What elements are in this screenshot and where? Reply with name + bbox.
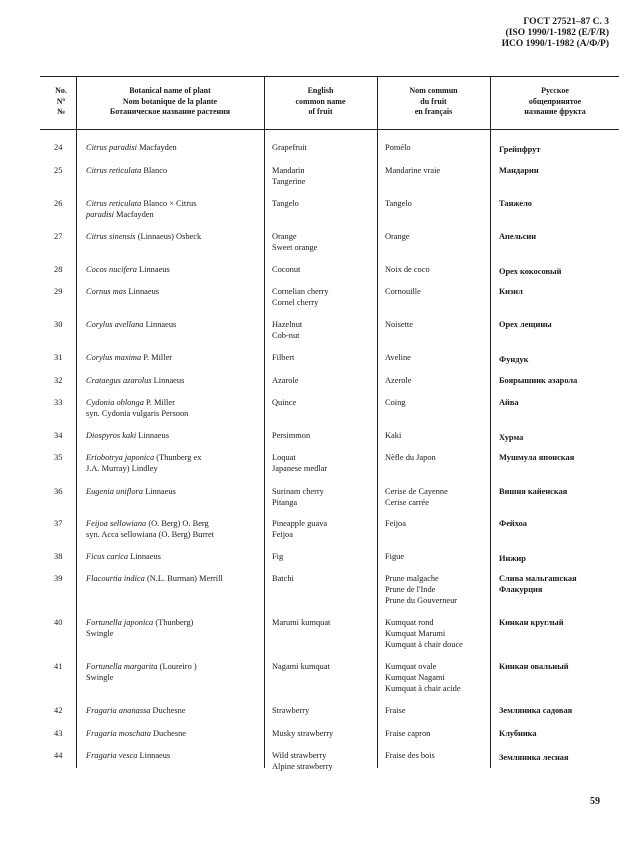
species-name: Citrus reticulata	[86, 199, 142, 208]
french-name-line: Figue	[385, 552, 405, 561]
column-header-russian: Русское общепринятое название фрукта	[524, 86, 586, 116]
english-name-line: Coconut	[272, 265, 301, 274]
species-author: Linnaeus	[143, 487, 176, 496]
russian-name	[499, 752, 617, 763]
botanical-name	[86, 198, 264, 220]
botanical-line	[86, 231, 264, 242]
english-name-line: Loquat	[272, 453, 296, 462]
row-number: 33	[54, 398, 63, 407]
french-name-line: Noix de coco	[385, 265, 430, 274]
row-number: 32	[54, 376, 63, 385]
russian-name-line: Орех кокосовый	[499, 267, 562, 276]
column-header-no: No. Nº №	[55, 86, 67, 116]
english-name-line: Cornelian cherry	[272, 287, 329, 296]
russian-name-line: Мандарин	[499, 166, 539, 175]
species-author: (Thunberg ex	[154, 453, 202, 462]
botanical-name	[86, 573, 264, 584]
botanical-line	[86, 672, 264, 683]
species-name: Eugenia uniflora	[86, 487, 143, 496]
english-name	[272, 264, 378, 275]
botanical-name	[86, 705, 264, 716]
botanical-line	[86, 463, 264, 474]
species-author: syn. Acca sellowiana (O. Berg) Burret	[86, 530, 214, 539]
species-name: Fragaria vesca	[86, 751, 138, 760]
row-number: 37	[54, 519, 63, 528]
russian-name-line: Боярышник азарола	[499, 376, 578, 385]
botanical-line	[86, 573, 264, 584]
french-name	[385, 397, 495, 408]
species-name: Ficus carica	[86, 552, 129, 561]
species-author: Blanco	[141, 166, 168, 175]
table-header-rule	[40, 129, 619, 130]
row-number: 27	[54, 232, 63, 241]
english-name-line: Mandarin	[272, 166, 305, 175]
species-author: P. Miller	[143, 398, 175, 407]
species-author: (Linnaeus) Osbeck	[135, 232, 202, 241]
column-header-english: English common name of fruit	[295, 86, 346, 116]
russian-name-line: Слива мальгашская	[499, 574, 577, 583]
species-author: Linnaeus	[143, 320, 177, 329]
row-number: 28	[54, 265, 63, 274]
botanical-line	[86, 264, 264, 275]
botanical-line	[86, 319, 264, 330]
species-author: Linnaeus	[136, 265, 170, 274]
row-number: 44	[54, 751, 63, 760]
botanical-line	[86, 486, 264, 497]
botanical-line	[86, 198, 264, 209]
french-name	[385, 705, 495, 716]
french-name-line: Kumquat à chair acide	[385, 684, 461, 693]
french-name	[385, 518, 495, 529]
botanical-line	[86, 518, 264, 529]
russian-name	[499, 397, 617, 408]
english-name-line: Feijoa	[272, 530, 293, 539]
botanical-name	[86, 264, 264, 275]
english-name	[272, 319, 378, 341]
row-number: 43	[54, 729, 63, 738]
english-name-line: Marumi kumquat	[272, 618, 331, 627]
english-name	[272, 231, 378, 253]
english-name-line: Pitanga	[272, 498, 298, 507]
english-name-line: Musky strawberry	[272, 729, 334, 738]
species-name: Eriobotrya japonica	[86, 453, 155, 462]
french-name	[385, 452, 495, 463]
french-name-line: Cerise de Cayenne	[385, 487, 448, 496]
french-name-line: Prune de l'Inde	[385, 585, 436, 594]
botanical-line	[86, 661, 264, 672]
botanical-name	[86, 430, 264, 441]
french-name-line: Pomélo	[385, 143, 411, 152]
french-name	[385, 352, 495, 363]
header-line: ГОСТ 27521–87 С. 3	[523, 17, 609, 27]
species-author: Macfayden	[113, 210, 154, 219]
english-name-line: Filbert	[272, 353, 295, 362]
english-name	[272, 452, 378, 474]
species-author: Duchesne	[150, 706, 186, 715]
french-name	[385, 551, 495, 562]
species-name: Fragaria ananassa	[86, 706, 151, 715]
french-name-line: Cornouille	[385, 287, 421, 296]
species-author: Linnaeus	[137, 751, 171, 760]
botanical-line	[86, 750, 264, 761]
row-number: 40	[54, 618, 63, 627]
russian-name-line: Кинкан овальный	[499, 662, 569, 671]
english-name-line: Wild strawberry	[272, 751, 327, 760]
russian-name	[499, 354, 617, 365]
french-name-line: Kumquat ovale	[385, 662, 437, 671]
french-name-line: Kumquat Nagami	[385, 673, 445, 682]
english-name-line: Alpine strawberry	[272, 762, 333, 771]
english-name-line: Persimmon	[272, 431, 311, 440]
species-name: paradisi	[86, 210, 114, 219]
header-line: ИСО 1990/1-1982 (А/Ф/Р)	[501, 39, 609, 49]
english-name	[272, 165, 378, 187]
french-name-line: Kumquat à chair douce	[385, 640, 463, 649]
column-header-botanical: Botanical name of plant Nom botanique de la plante Ботаническое название растения	[109, 86, 231, 116]
french-name-line: Orange	[385, 232, 410, 241]
english-name	[272, 375, 378, 386]
botanical-line	[86, 142, 264, 153]
botanical-line	[86, 397, 264, 408]
french-name	[385, 375, 495, 386]
russian-name	[499, 486, 617, 497]
species-author: P. Miller	[141, 353, 173, 362]
species-name: Feijoa sellowiana	[86, 519, 147, 528]
english-name-line: Grapefruit	[272, 143, 307, 152]
french-name-line: Fraise	[385, 706, 406, 715]
french-name-line: Mandarine vraie	[385, 166, 441, 175]
header-line: (ISO 1990/1-1982 (E/F/R)	[505, 28, 609, 38]
botanical-line	[86, 551, 264, 562]
english-name-line: Sweet orange	[272, 243, 318, 252]
botanical-name	[86, 231, 264, 242]
russian-name-line: Фейхоа	[499, 519, 527, 528]
english-name	[272, 617, 378, 628]
english-name	[272, 661, 378, 672]
row-number: 42	[54, 706, 63, 715]
french-name	[385, 264, 495, 275]
french-name-line: Prune du Gouverneur	[385, 596, 458, 605]
russian-name-line: Клубника	[499, 729, 537, 738]
species-name: Fortunella margarita	[86, 662, 158, 671]
russian-name	[499, 266, 617, 277]
botanical-name	[86, 518, 264, 540]
row-number: 41	[54, 662, 63, 671]
row-number: 36	[54, 487, 63, 496]
english-name-line: Tangerine	[272, 177, 306, 186]
row-number: 24	[54, 143, 63, 152]
french-name-line: Prune malgache	[385, 574, 439, 583]
species-name: Fragaria moschata	[86, 729, 151, 738]
russian-name	[499, 728, 617, 739]
botanical-line	[86, 728, 264, 739]
english-name-line: Strawberry	[272, 706, 310, 715]
botanical-name	[86, 165, 264, 176]
botanical-name	[86, 750, 264, 761]
row-number: 25	[54, 166, 63, 175]
english-name-line: Nagami kumquat	[272, 662, 330, 671]
russian-name	[499, 617, 617, 628]
english-name	[272, 750, 378, 772]
french-name-line: Feijoa	[385, 519, 406, 528]
english-name	[272, 573, 378, 584]
row-number: 29	[54, 287, 63, 296]
species-name: Cornus mas	[86, 287, 127, 296]
botanical-name	[86, 319, 264, 330]
species-name: Citrus reticulata	[86, 166, 142, 175]
botanical-name	[86, 551, 264, 562]
species-author: Swingle	[86, 629, 114, 638]
english-name	[272, 397, 378, 408]
english-name-line: Cornel cherry	[272, 298, 319, 307]
species-author: Linnaeus	[128, 552, 161, 561]
botanical-name	[86, 142, 264, 153]
english-name-line: Orange	[272, 232, 297, 241]
species-author: Blanco × Citrus	[141, 199, 197, 208]
russian-name-line: Фундук	[499, 355, 529, 364]
row-number: 30	[54, 320, 63, 329]
french-name	[385, 486, 495, 508]
species-name: Citrus paradisi	[86, 143, 137, 152]
botanical-line	[86, 352, 264, 363]
species-author: Linnaeus	[126, 287, 160, 296]
species-name: Cocos nucifera	[86, 265, 137, 274]
botanical-line	[86, 165, 264, 176]
french-name-line: Noisette	[385, 320, 413, 329]
french-name-line: Kumquat rond	[385, 618, 434, 627]
english-name	[272, 551, 378, 562]
english-name	[272, 142, 378, 153]
russian-name	[499, 231, 617, 242]
french-name-line: Cerise carrée	[385, 498, 429, 507]
page-number: 59	[590, 796, 600, 807]
french-name	[385, 750, 495, 761]
species-author: Duchesne	[150, 729, 187, 738]
species-name: Citrus sinensis	[86, 232, 136, 241]
botanical-line	[86, 430, 264, 441]
russian-name-line: Земляника лесная	[499, 753, 569, 762]
russian-name	[499, 198, 617, 209]
russian-name-line: Мушмула японская	[499, 453, 575, 462]
russian-name-line: Земляника садовая	[499, 706, 573, 715]
english-name	[272, 518, 378, 540]
russian-name-line: Танжело	[499, 199, 532, 208]
russian-name	[499, 286, 617, 297]
document-header	[502, 17, 609, 50]
row-number: 26	[54, 199, 63, 208]
botanical-name	[86, 617, 264, 639]
species-author: (Thunberg)	[153, 618, 194, 627]
row-number: 38	[54, 552, 63, 561]
russian-name-line: Айва	[499, 398, 519, 407]
french-name	[385, 573, 495, 606]
botanical-line	[86, 529, 264, 540]
botanical-name	[86, 397, 264, 419]
french-name	[385, 142, 495, 153]
french-name-line: Azerole	[385, 376, 412, 385]
french-name-line: Kumquat Marumi	[385, 629, 446, 638]
french-name-line: Kaki	[385, 431, 402, 440]
species-name: Corylus avellana	[86, 320, 144, 329]
species-author: Swingle	[86, 673, 114, 682]
species-author: Linnaeus	[136, 431, 169, 440]
botanical-line	[86, 286, 264, 297]
english-name-line: Batchi	[272, 574, 294, 583]
french-name-line: Coing	[385, 398, 406, 407]
french-name	[385, 661, 495, 694]
species-name: Diospyros kaki	[86, 431, 137, 440]
botanical-line	[86, 408, 264, 419]
russian-name	[499, 165, 617, 176]
botanical-name	[86, 352, 264, 363]
english-name	[272, 486, 378, 508]
english-name-line: Tangelo	[272, 199, 299, 208]
french-name	[385, 430, 495, 441]
english-name	[272, 430, 378, 441]
english-name-line: Surinam cherry	[272, 487, 324, 496]
species-author: (Loureiro )	[157, 662, 197, 671]
english-name	[272, 728, 378, 739]
botanical-name	[86, 286, 264, 297]
russian-name-line: Кизил	[499, 287, 523, 296]
english-name-line: Azarole	[272, 376, 299, 385]
russian-name	[499, 375, 617, 386]
french-name-line: Fraise des bois	[385, 751, 435, 760]
russian-name-line: Апельсин	[499, 232, 537, 241]
french-name	[385, 286, 495, 297]
russian-name	[499, 553, 617, 564]
species-author: (N.L. Burman) Merrill	[144, 574, 223, 583]
english-name	[272, 198, 378, 209]
species-author: Macfayden	[136, 143, 177, 152]
english-name	[272, 705, 378, 716]
russian-name	[499, 705, 617, 716]
species-author: (O. Berg) O. Berg	[146, 519, 209, 528]
russian-name	[499, 319, 617, 330]
botanical-line	[86, 617, 264, 628]
botanical-name	[86, 486, 264, 497]
russian-name	[499, 573, 617, 595]
species-name: Cydonia oblonga	[86, 398, 144, 407]
french-name	[385, 728, 495, 739]
russian-name	[499, 518, 617, 529]
botanical-line	[86, 209, 264, 220]
russian-name-line: Орех лещины	[499, 320, 552, 329]
row-number: 34	[54, 431, 63, 440]
botanical-line	[86, 705, 264, 716]
english-name-line: Hazelnut	[272, 320, 303, 329]
species-name: Crataegus azarolus	[86, 376, 152, 385]
botanical-name	[86, 452, 264, 474]
botanical-line	[86, 452, 264, 463]
french-name-line: Fraise capron	[385, 729, 431, 738]
botanical-name	[86, 375, 264, 386]
column-divider	[264, 76, 265, 768]
russian-name	[499, 661, 617, 672]
species-author: J.A. Murray) Lindley	[86, 464, 158, 473]
species-name: Flacourtia indica	[86, 574, 145, 583]
french-name-line: Tangelo	[385, 199, 412, 208]
english-name	[272, 352, 378, 363]
english-name	[272, 286, 378, 308]
french-name-line: Aveline	[385, 353, 411, 362]
row-number: 31	[54, 353, 63, 362]
russian-name-line: Вишня кайенская	[499, 487, 568, 496]
french-name	[385, 319, 495, 330]
species-name: Fortunella japonica	[86, 618, 154, 627]
russian-name-line: Грейпфрут	[499, 145, 541, 154]
russian-name	[499, 432, 617, 443]
row-number: 39	[54, 574, 63, 583]
species-author: Linnaeus	[151, 376, 185, 385]
french-name	[385, 198, 495, 209]
russian-name-line: Хурма	[499, 433, 524, 442]
russian-name-line: Кинкан круглый	[499, 618, 564, 627]
column-header-french: Nom commun du fruit en français	[409, 86, 458, 116]
russian-name-line: Флакурция	[499, 585, 543, 594]
french-name	[385, 617, 495, 650]
french-name	[385, 231, 495, 242]
table-top-rule	[40, 76, 619, 77]
column-divider	[76, 76, 77, 768]
species-author: syn. Cydonia vulgaris Persoon	[86, 409, 189, 418]
english-name-line: Fig	[272, 552, 284, 561]
botanical-line	[86, 375, 264, 386]
english-name-line: Japanese medlar	[272, 464, 328, 473]
russian-name	[499, 452, 617, 463]
english-name-line: Pineapple guava	[272, 519, 328, 528]
botanical-name	[86, 728, 264, 739]
botanical-line	[86, 628, 264, 639]
russian-name-line: Инжир	[499, 554, 526, 563]
english-name-line: Cob-nut	[272, 331, 300, 340]
species-name: Corylus maxima	[86, 353, 142, 362]
french-name	[385, 165, 495, 176]
row-number: 35	[54, 453, 63, 462]
english-name-line: Quince	[272, 398, 297, 407]
french-name-line: Nèfle du Japon	[385, 453, 436, 462]
botanical-name	[86, 661, 264, 683]
russian-name	[499, 144, 617, 155]
